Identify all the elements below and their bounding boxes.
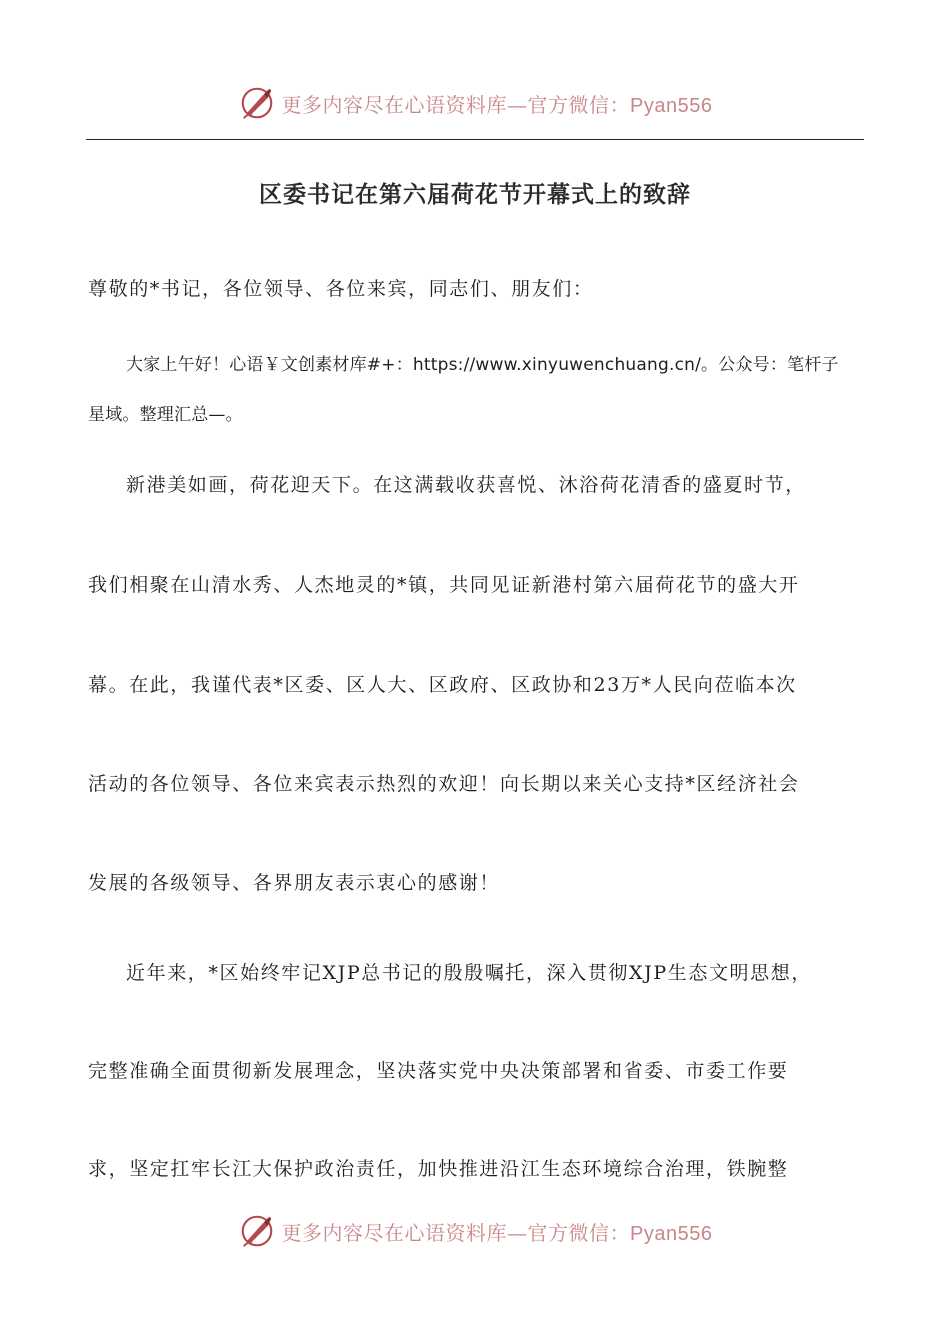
salutation: 尊敬的*书记，各位领导、各位来宾，同志们、朋友们： <box>88 278 594 300</box>
paragraph-line: 星域。整理汇总—。 <box>88 405 243 425</box>
paragraph-line: 完整准确全面贯彻新发展理念，坚决落实党中央决策部署和省委、市委工作要 <box>88 1060 789 1082</box>
banner-text <box>282 1217 713 1246</box>
header-banner <box>0 80 950 126</box>
banner-text-cn: 更多内容尽在心语资料库—官方微信： <box>281 92 631 117</box>
paragraph-line: 近年来，*区始终牢记XJP总书记的殷殷嘱托，深入贯彻XJP生态文明思想， <box>126 962 812 984</box>
paragraph-line: 大家上午好！心语￥文创素材库#+：https://www.xinyuwenchuang.cn/。公众号：笔杆子 <box>126 355 839 375</box>
banner-text-cn: 更多内容尽在心语资料库—官方微信： <box>281 1220 631 1245</box>
paragraph-line: 发展的各级领导、各界朋友表示衷心的感谢！ <box>88 872 501 894</box>
paragraph-line: 幕。在此，我谨代表*区委、区人大、区政府、区政协和23万*人民向莅临本次 <box>88 674 797 696</box>
banner-wechat-id: Pyan556 <box>630 94 713 117</box>
paragraph-line: 新港美如画，荷花迎天下。在这满载收获喜悦、沐浴荷花清香的盛夏时节， <box>126 474 806 496</box>
header-rule <box>86 139 864 140</box>
paragraph-line: 我们相聚在山清水秀、人杰地灵的*镇，共同见证新港村第六届荷花节的盛大开 <box>88 574 800 596</box>
banner-wechat-id: Pyan556 <box>630 1222 713 1245</box>
paragraph-line: 活动的各位领导、各位来宾表示热烈的欢迎！向长期以来关心支持*区经济社会 <box>88 773 800 795</box>
footer-banner <box>0 1208 950 1254</box>
document-title: 区委书记在第六届荷花节开幕式上的致辞 <box>259 182 691 208</box>
pen-nib-logo-icon <box>238 1212 276 1250</box>
paragraph-line: 求，坚定扛牢长江大保护政治责任，加快推进沿江生态环境综合治理，铁腕整 <box>88 1158 789 1180</box>
banner-text <box>282 89 713 118</box>
pen-nib-logo-icon <box>238 84 276 122</box>
